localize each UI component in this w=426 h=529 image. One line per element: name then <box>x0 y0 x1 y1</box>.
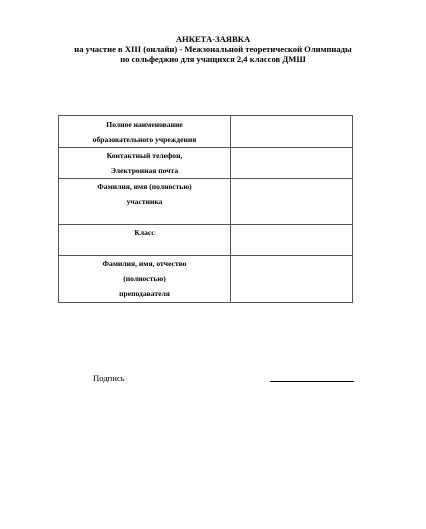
label-line: участника <box>126 197 163 206</box>
row-label-teacher <box>59 256 231 303</box>
form-subtitle-line-2: по сольфеджио для учащихся 2,4 классов ДМШ <box>120 54 306 64</box>
participant-name-field[interactable] <box>231 179 353 225</box>
table-row <box>59 225 353 256</box>
table-row <box>59 256 353 303</box>
label-line: Фамилия, имя, отчество <box>102 259 187 268</box>
contacts-field[interactable] <box>231 148 353 179</box>
table-row <box>59 116 353 148</box>
label-line: Класс <box>134 228 155 237</box>
form-title: АНКЕТА-ЗАЯВКА <box>175 34 251 44</box>
form-subtitle-line-1: на участие в XIII (онлайн) - Межзональной теоретической Олимпиады <box>74 44 352 54</box>
label-line: Полное наименование <box>106 120 183 129</box>
label-line: образовательного учреждения <box>92 135 197 144</box>
label-line: Контактный телефон, <box>106 151 183 160</box>
application-form-table <box>58 115 353 303</box>
form-header <box>0 34 426 64</box>
row-label-participant <box>59 179 231 225</box>
label-line: (полностью) <box>123 274 166 283</box>
signature-label: Подпись <box>93 373 125 383</box>
institution-field[interactable] <box>231 116 353 148</box>
label-line: преподавателя <box>119 289 170 298</box>
label-line: Электронная почта <box>110 166 179 175</box>
signature-line[interactable] <box>270 381 354 382</box>
label-line: Фамилия, имя (полностью) <box>97 182 192 191</box>
row-label-contacts <box>59 148 231 179</box>
table-row <box>59 179 353 225</box>
row-label-grade <box>59 225 231 256</box>
teacher-name-field[interactable] <box>231 256 353 303</box>
row-label-institution <box>59 116 231 148</box>
table-row <box>59 148 353 179</box>
grade-field[interactable] <box>231 225 353 256</box>
